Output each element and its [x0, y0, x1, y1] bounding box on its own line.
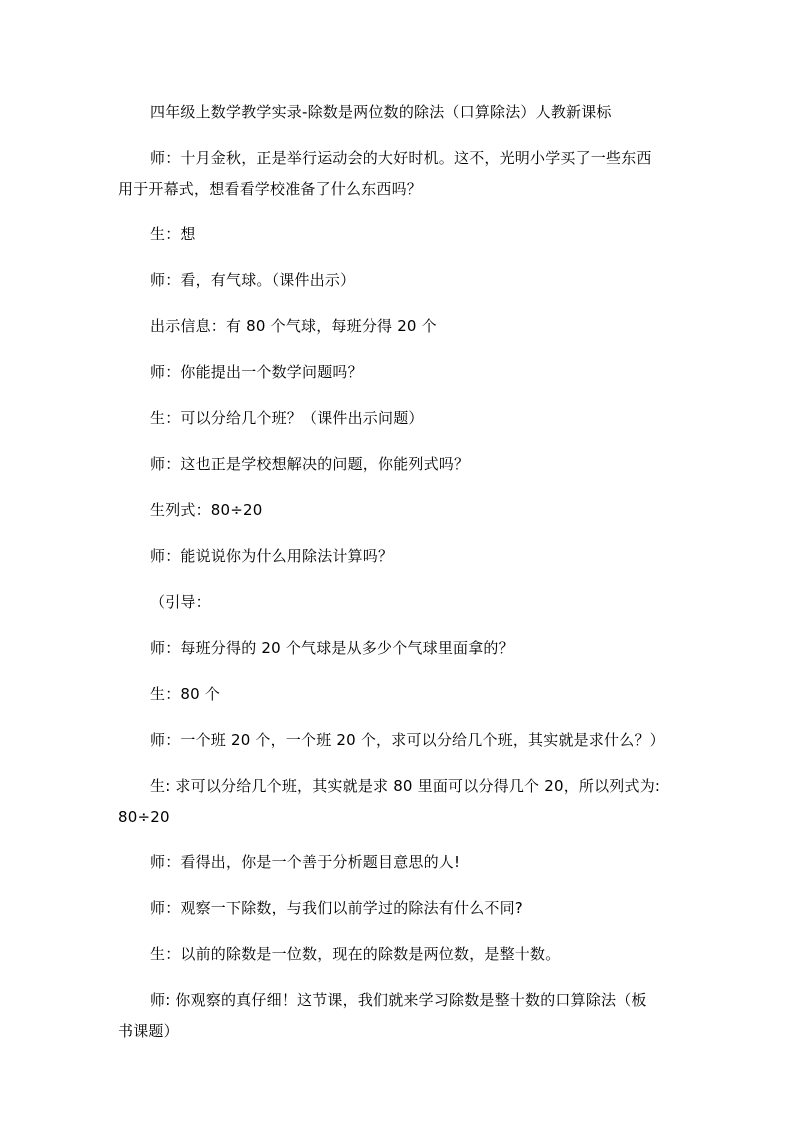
paragraph-13: 师：一个班 20 个，一个班 20 个，求可以分给几个班，其实就是求什么？）: [150, 731, 665, 749]
paragraph-5: 师：你能提出一个数学问题吗？: [150, 363, 363, 381]
paragraph-11: 师：每班分得的 20 个气球是从多少个气球里面拿的？: [150, 639, 514, 657]
paragraph-3: 师：看，有气球。（课件出示）: [150, 271, 356, 289]
paragraph-18-cont: 书课题）: [118, 1022, 179, 1040]
paragraph-8: 生列式：80÷20: [150, 501, 263, 519]
paragraph-4: 出示信息：有 80 个气球，每班分得 20 个: [150, 317, 437, 335]
paragraph-15: 师：看得出，你是一个善于分析题目意思的人!: [150, 853, 461, 871]
document-title: 四年级上数学教学实录-除数是两位数的除法（口算除法）人教新课标: [150, 103, 612, 121]
paragraph-12: 生：80 个: [150, 685, 221, 703]
paragraph-10: （引导：: [150, 593, 211, 611]
paragraph-14-cont: 80÷20: [118, 808, 170, 826]
paragraph-6: 生：可以分给几个班？（课件出示问题）: [150, 409, 424, 427]
paragraph-2: 生：想: [150, 225, 196, 243]
paragraph-14: 生: 求可以分给几个班，其实就是求 80 里面可以分得几个 20，所以列式为:: [150, 777, 661, 795]
paragraph-18: 师: 你观察的真仔细！这节课，我们就来学习除数是整十数的口算除法（板: [150, 991, 647, 1009]
paragraph-9: 师：能说说你为什么用除法计算吗？: [150, 547, 394, 565]
paragraph-1: 师：十月金秋，正是举行运动会的大好时机。这不，光明小学买了一些东西: [150, 149, 652, 167]
paragraph-16: 师：观察一下除数，与我们以前学过的除法有什么不同?: [150, 899, 523, 917]
paragraph-1-cont: 用于开幕式，想看看学校准备了什么东西吗？: [118, 180, 423, 198]
paragraph-17: 生：以前的除数是一位数，现在的除数是两位数，是整十数。: [150, 945, 561, 963]
paragraph-7: 师：这也正是学校想解决的问题，你能列式吗？: [150, 455, 470, 473]
